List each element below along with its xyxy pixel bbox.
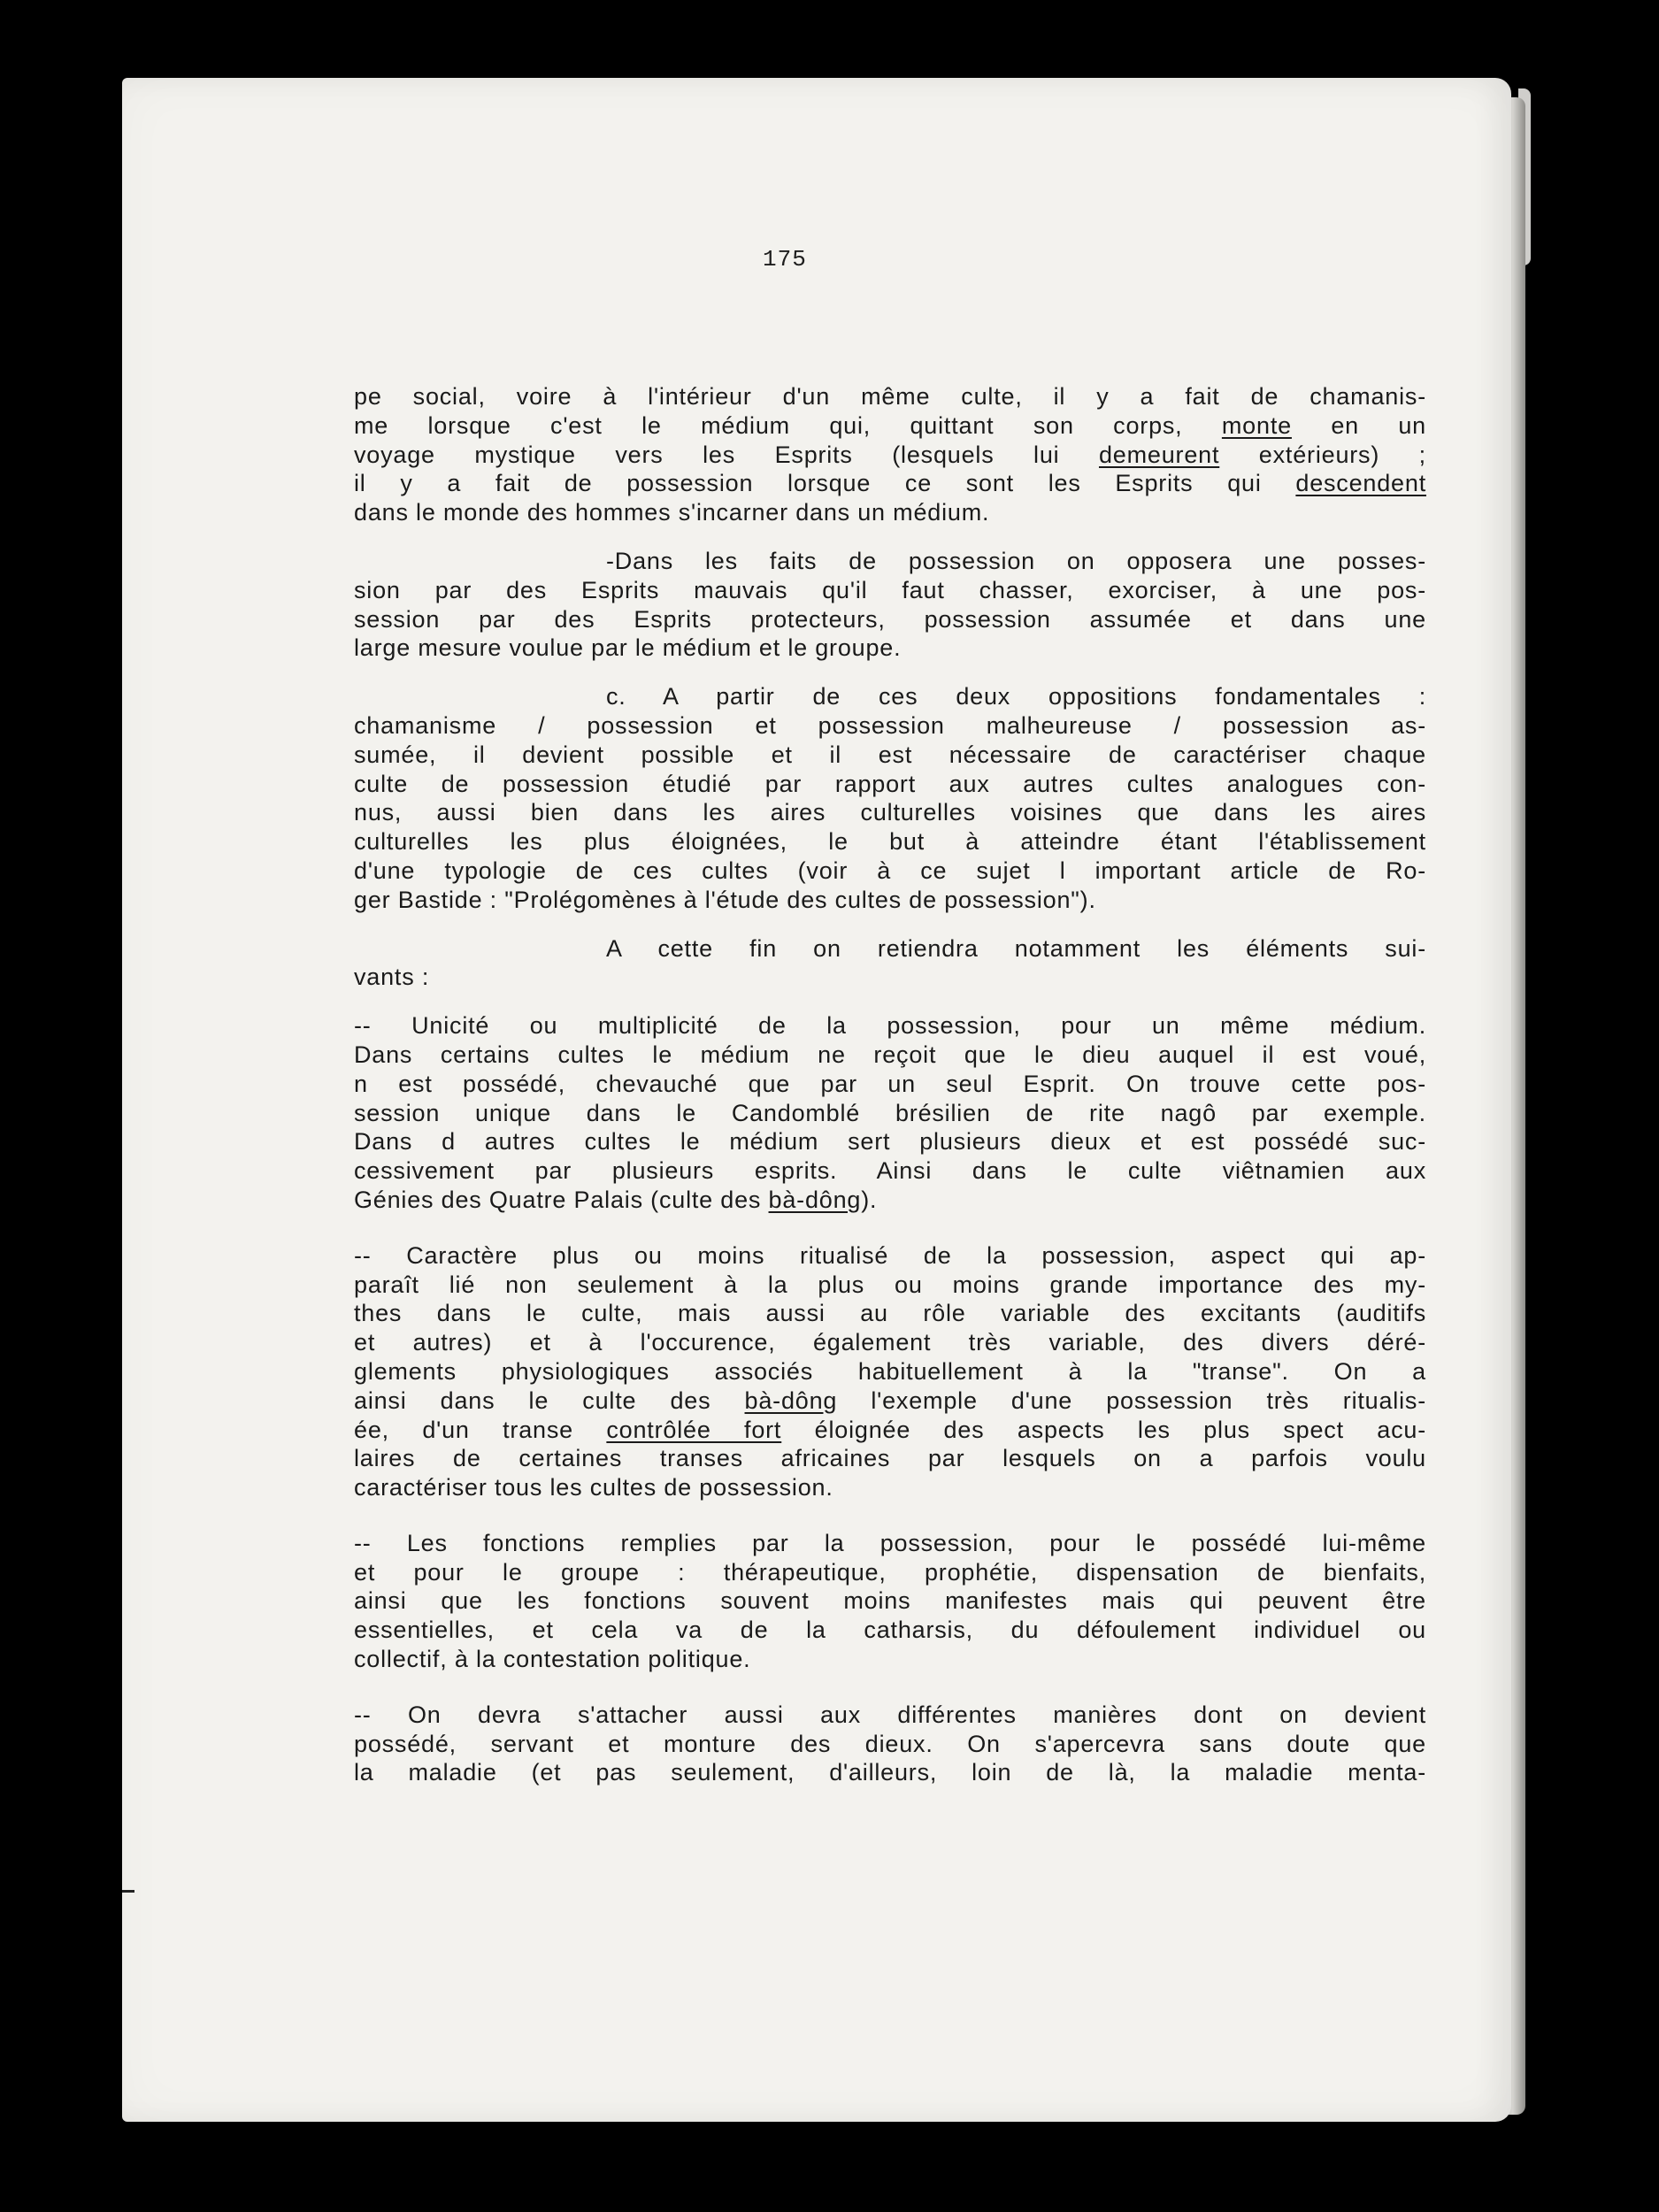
text-line: -- On devra s'attacher aussi aux différentes manières dont on devient <box>354 1701 1426 1728</box>
text-line: session par des Esprits protecteurs, possession assumée et dans une <box>354 605 1426 633</box>
paragraph-fonctions <box>354 1529 1426 1674</box>
text-line: thes dans le culte, mais aussi au rôle variable des excitants (auditifs <box>354 1300 1426 1327</box>
text-line: la maladie (et pas seulement, d'ailleurs, loin de là, la maladie menta- <box>354 1759 1426 1786</box>
underlined-word-descendent: descendent <box>1295 470 1426 497</box>
text-line: possédé, servant et monture des dieux. On s'apercevra sans doute que <box>354 1730 1426 1757</box>
underlined-word-controlee-fort: contrôlée fort <box>606 1416 782 1443</box>
underlined-word-ba-dong: bà-dông <box>744 1386 838 1414</box>
text-line: Dans d autres cultes le médium sert plusieurs dieux et est possédé suc- <box>354 1128 1426 1156</box>
text-line: culturelles les plus éloignées, le but à atteindre étant l'établissement <box>354 828 1426 856</box>
text-line: me lorsque c'est le médium qui, quittant son corps, monte en un <box>354 411 1426 439</box>
text-line: Dans certains cultes le médium ne reçoit que le dieu auquel il est voué, <box>354 1041 1426 1068</box>
text-line: et pour le groupe : thérapeutique, prophétie, dispensation de bienfaits, <box>354 1558 1426 1586</box>
margin-mark <box>122 1890 134 1893</box>
text-line: collectif, à la contestation politique. <box>354 1646 751 1673</box>
text-line: et autres) et à l'occurence, également très variable, des divers déré- <box>354 1329 1426 1356</box>
text-line: c. A partir de ces deux oppositions fondamentales : <box>606 683 1426 710</box>
text-line: nus, aussi bien dans les aires culturelles voisines que dans les aires <box>354 799 1426 826</box>
underlined-word-ba-dong: bà-dông <box>768 1186 862 1213</box>
text-line: sumée, il devient possible et il est nécessaire de caractériser chaque <box>354 741 1426 768</box>
paragraph-manieres <box>354 1701 1426 1787</box>
page-number: 175 <box>763 246 807 273</box>
text-line: Génies des Quatre Palais (culte des bà-dông). <box>354 1186 878 1213</box>
text-line: large mesure voulue par le médium et le groupe. <box>354 634 902 662</box>
underlined-word-demeurent: demeurent <box>1098 441 1220 468</box>
text-line: ainsi que les fonctions souvent moins manifestes mais qui peuvent être <box>354 1587 1426 1615</box>
text-line: glements physiologiques associés habituellement à la "transe". On a <box>354 1357 1426 1385</box>
text-line: caractériser tous les cultes de possession. <box>354 1474 833 1502</box>
text-line: culte de possession étudié par rapport aux autres cultes analogues con- <box>354 770 1426 797</box>
text-line: ger Bastide : "Prolégomènes à l'étude des cultes de possession"). <box>354 886 1096 913</box>
text-line: laires de certaines transes africaines par lesquels on a parfois voulu <box>354 1445 1426 1472</box>
text-line: pe social, voire à l'intérieur d'un même culte, il y a fait de chamanis- <box>354 383 1426 410</box>
text-line: chamanisme / possession et possession malheureuse / possession as- <box>354 711 1426 739</box>
text-line: sion par des Esprits mauvais qu'il faut chasser, exorciser, à une pos- <box>354 576 1426 603</box>
text-line: A cette fin on retiendra notamment les éléments sui- <box>606 934 1426 962</box>
paragraph-ritualise <box>354 1241 1426 1502</box>
text-line: n est possédé, chevauché que par un seul Esprit. On trouve cette pos- <box>354 1070 1426 1097</box>
text-line: dans le monde des hommes s'incarner dans un médium. <box>354 499 990 526</box>
text-line: d'une typologie de ces cultes (voir à ce sujet l important article de Ro- <box>354 856 1426 884</box>
text-line: cessivement par plusieurs esprits. Ainsi dans le culte viêtnamien aux <box>354 1157 1426 1185</box>
paragraph-elements <box>354 934 1426 993</box>
text-line: -- Caractère plus ou moins ritualisé de la possession, aspect qui ap- <box>354 1241 1426 1269</box>
paragraph-unicite <box>354 1011 1426 1215</box>
text-line: il y a fait de possession lorsque ce sont les Esprits qui descendent <box>354 470 1426 497</box>
paragraph-typologie <box>354 682 1426 914</box>
text-line: -- Les fonctions remplies par la possession, pour le possédé lui-même <box>354 1529 1426 1556</box>
text-line: ainsi dans le culte des bà-dông l'exemple d'une possession très ritualis- <box>354 1386 1426 1414</box>
text-line: paraît lié non seulement à la plus ou moins grande importance des my- <box>354 1271 1426 1298</box>
text-line: ée, d'un transe contrôlée fort éloignée des aspects les plus spect acu- <box>354 1416 1426 1443</box>
text-line: -Dans les faits de possession on opposera une posses- <box>606 547 1426 574</box>
underlined-word-monte: monte <box>1221 411 1292 439</box>
document-body <box>354 382 1426 1787</box>
text-line: session unique dans le Candomblé brésilien de rite nagô par exemple. <box>354 1099 1426 1126</box>
text-line: voyage mystique vers les Esprits (lesquels lui demeurent extérieurs) ; <box>354 441 1426 468</box>
text-line: vants : <box>354 964 430 991</box>
text-line: -- Unicité ou multiplicité de la possession, pour un même médium. <box>354 1012 1426 1040</box>
paragraph-possession-opposition <box>354 547 1426 663</box>
text-line: essentielles, et cela va de la catharsis, du défoulement individuel ou <box>354 1617 1426 1644</box>
paragraph-chamanisme <box>354 382 1426 527</box>
